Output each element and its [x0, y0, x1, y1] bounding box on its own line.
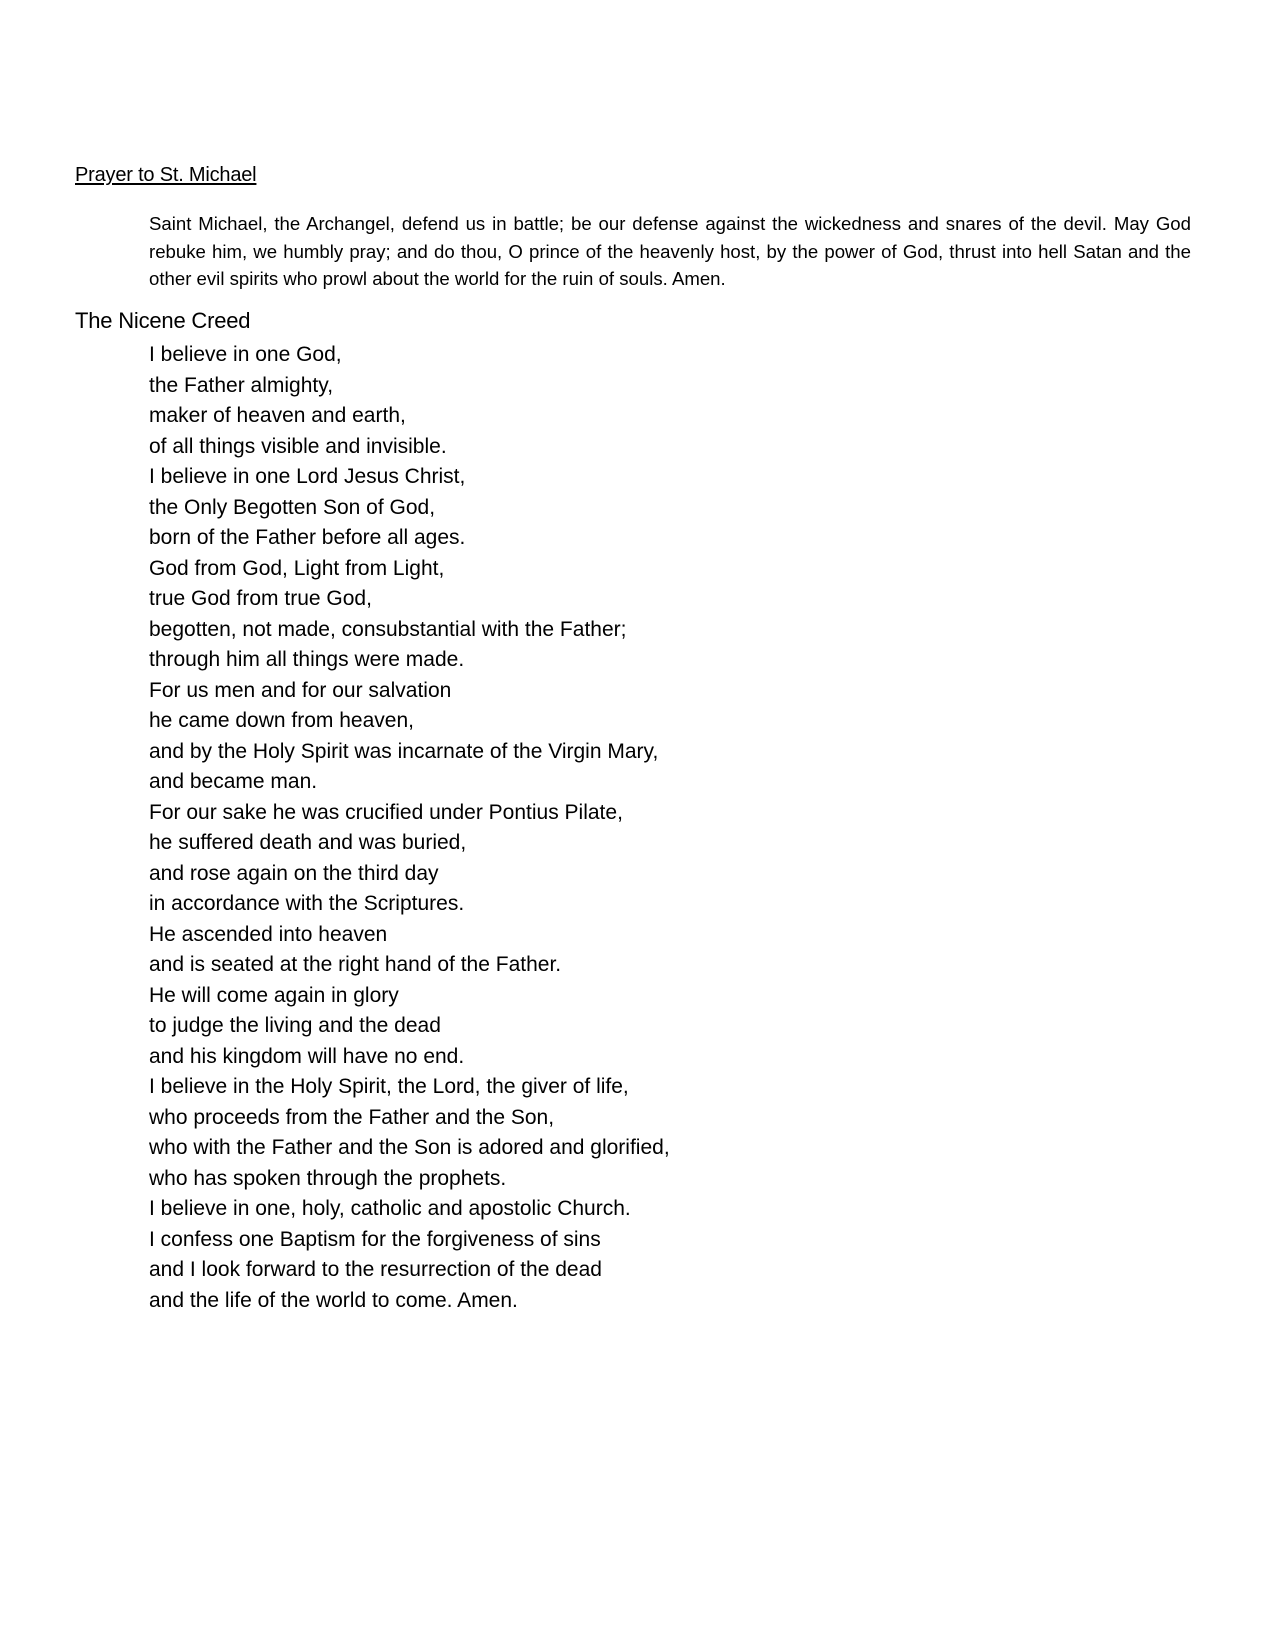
creed-line: For our sake he was crucified under Pontius Pilate,	[149, 800, 623, 824]
creed-line: I believe in the Holy Spirit, the Lord, the giver of life,	[149, 1075, 629, 1098]
creed-line: to judge the living and the dead	[149, 1014, 441, 1037]
creed-line: through him all things were made.	[149, 648, 465, 671]
creed-line: who with the Father and the Son is adored and glorified,	[149, 1136, 670, 1159]
creed-line: I believe in one, holy, catholic and apostolic Church.	[149, 1197, 631, 1220]
creed-line: He ascended into heaven	[149, 922, 388, 946]
creed-line: who has spoken through the prophets.	[149, 1166, 507, 1190]
creed-line: maker of heaven and earth,	[149, 404, 406, 427]
creed-line: and became man.	[149, 770, 318, 793]
nicene-creed-title: The Nicene Creed	[75, 308, 251, 333]
creed-line: and is seated at the right hand of the Father.	[149, 953, 562, 976]
creed-line: he suffered death and was buried,	[149, 831, 467, 854]
creed-line: and the life of the world to come. Amen.	[149, 1288, 518, 1312]
creed-line: I believe in one Lord Jesus Christ,	[149, 465, 466, 488]
creed-line: begotten, not made, consubstantial with the Father;	[149, 617, 627, 641]
creed-line: of all things visible and invisible.	[149, 434, 447, 458]
st-michael-prayer-text: Saint Michael, the Archangel, defend us in battle; be our defense against the wickedness and snares of the devil. May God rebuke him, we humbly pray; and do thou, O prince of the heavenly host, by the power of God, thrust into hell Satan and the other evil spirits who prowl about the world for the ruin of souls. Amen.	[149, 213, 1191, 289]
creed-line: I believe in one God,	[149, 343, 342, 366]
nicene-creed-lines	[149, 340, 670, 1316]
creed-line: For us men and for our salvation	[149, 678, 452, 702]
creed-line: He will come again in glory	[149, 983, 399, 1007]
creed-line: he came down from heaven,	[149, 709, 414, 732]
st-michael-prayer-title: Prayer to St. Michael	[75, 164, 257, 186]
creed-line: true God from true God,	[149, 587, 372, 610]
creed-line: I confess one Baptism for the forgiveness of sins	[149, 1227, 601, 1251]
creed-line: God from God, Light from Light,	[149, 556, 445, 580]
creed-line: and I look forward to the resurrection of the dead	[149, 1258, 602, 1281]
creed-line: and by the Holy Spirit was incarnate of the Virgin Mary,	[149, 739, 659, 763]
creed-line: who proceeds from the Father and the Son,	[149, 1105, 555, 1129]
creed-line: the Father almighty,	[149, 373, 334, 397]
creed-line: and his kingdom will have no end.	[149, 1044, 465, 1068]
creed-line: born of the Father before all ages.	[149, 526, 466, 549]
creed-line: and rose again on the third day	[149, 861, 439, 885]
creed-line: in accordance with the Scriptures.	[149, 892, 465, 915]
creed-line: the Only Begotten Son of God,	[149, 495, 436, 519]
